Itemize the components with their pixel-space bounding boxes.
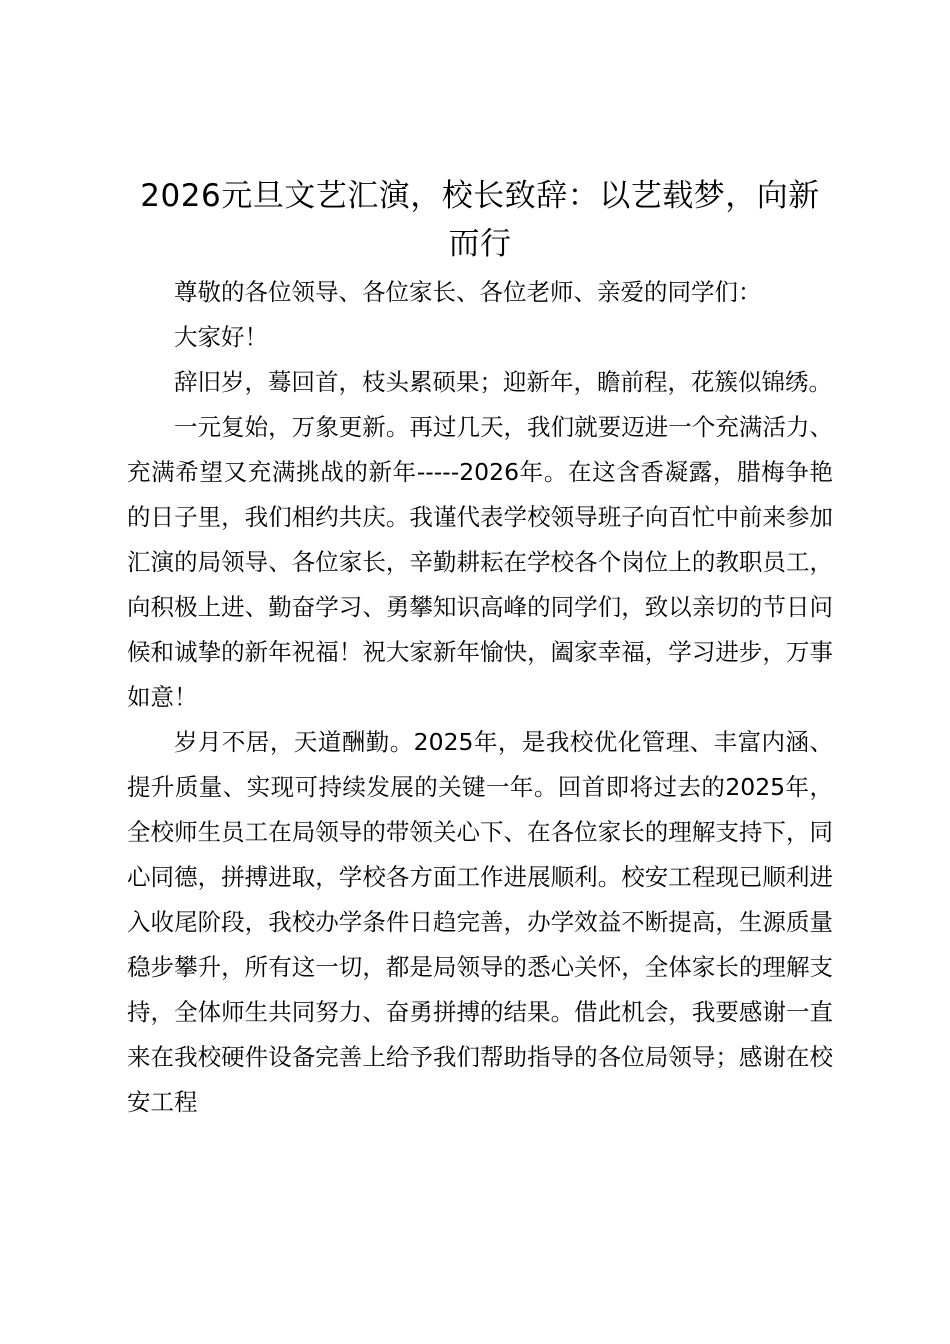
document-title: 2026元旦文艺汇演，校长致辞：以艺载梦，向新而行 (140, 178, 820, 262)
body-paragraph: 一元复始，万象更新。再过几天，我们就要迈进一个充满活力、充满希望又充满挑战的新年-----2026年。在这含香凝露，腊梅争艳的日子里，我们相约共庆。我谨代表学校领导班子向百忙中前来参加汇演的局领导、各位家长，辛勤耕耘在学校各个岗位上的教职员工，向积极上进、勤奋学习、勇攀知识高峰的同学们，致以亲切的节日问候和诚挚的新年祝福！祝大家新年愉快，阖家幸福，学习进步，万事如意！ (127, 413, 833, 711)
hello-line: 大家好！ (174, 323, 268, 351)
body-paragraph: 辞旧岁，蓦回首，枝头累硕果；迎新年，瞻前程，花簇似锦绣。 (174, 368, 832, 396)
greeting-line: 尊敬的各位领导、各位家长、各位老师、亲爱的同学们： (174, 278, 762, 306)
body-paragraph: 岁月不居，天道酬勤。2025年，是我校优化管理、丰富内涵、提升质量、实现可持续发展的关键一年。回首即将过去的2025年，全校师生员工在局领导的带领关心下、在各位家长的理解支持下，同心同德，拼搏进取，学校各方面工作进展顺利。校安工程现已顺利进入收尾阶段，我校办学条件日趋完善，办学效益不断提高，生源质量稳步攀升，所有这一切，都是局领导的悉心关怀，全体家长的理解支持，全体师生共同努力、奋勇拼搏的结果。借此机会，我要感谢一直来在我校硬件设备完善上给予我们帮助指导的各位局领导；感谢在校安工程 (127, 728, 833, 1116)
document-page (127, 172, 833, 1125)
